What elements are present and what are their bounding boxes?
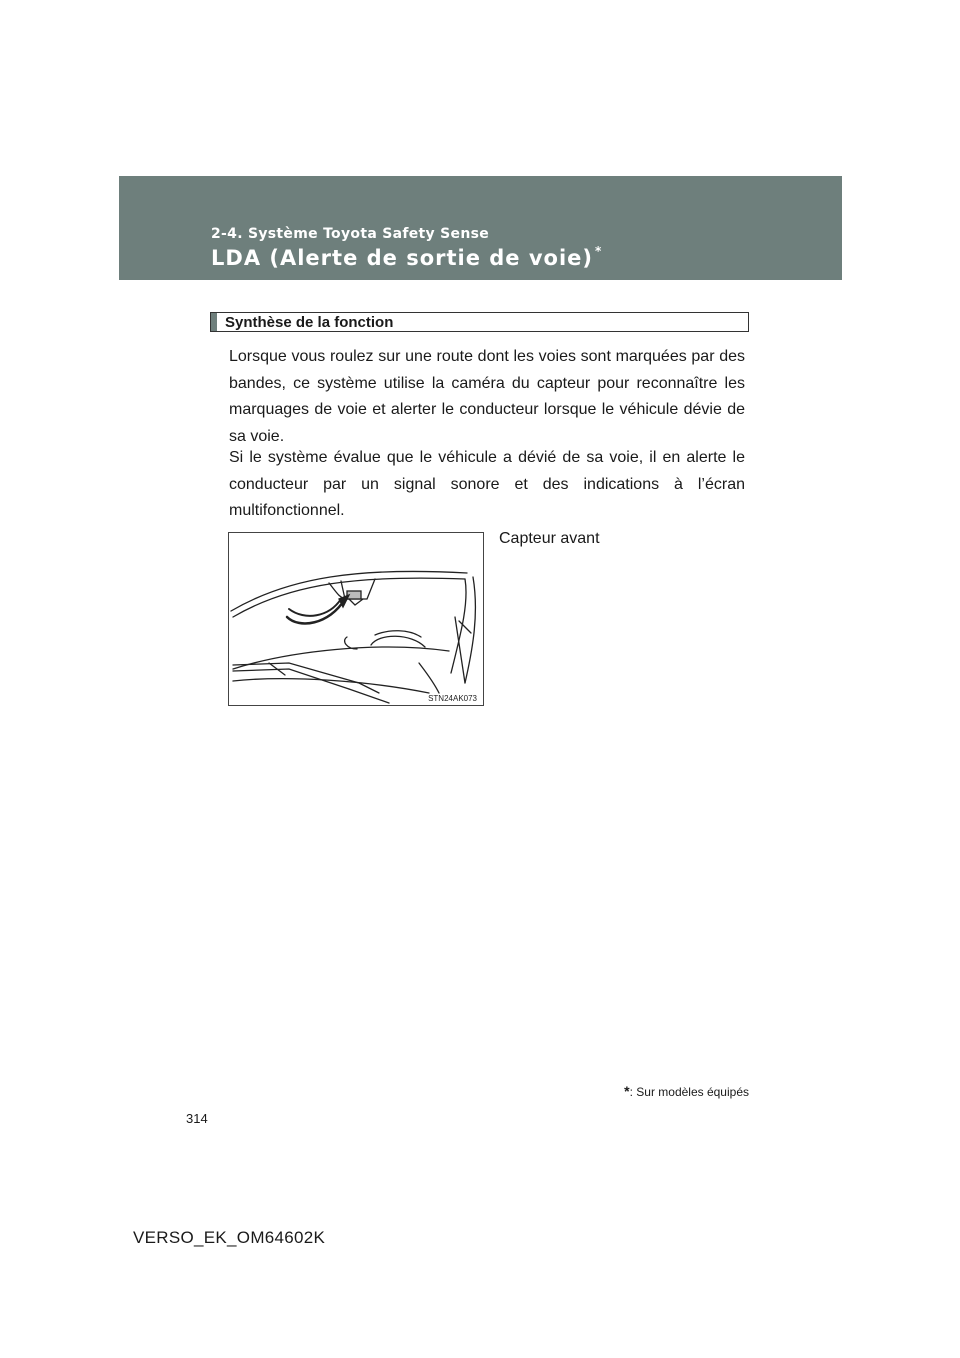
- paragraph-1: Lorsque vous roulez sur une route dont les voies sont marquées par des bandes, ce système utilise la caméra du capteur pour reconnaître les marquages de voie et alerter le conducteur lorsque le véhicule dévie de sa voie.: [229, 348, 745, 445]
- paragraph-2: Si le système évalue que le véhicule a dévié de sa voie, il en alerte le conducteur par un signal sonore et des indications à l’écran multifonctionnel.: [229, 449, 745, 519]
- footnote-mark: *: [624, 1083, 630, 1099]
- footnote-text: : Sur modèles équipés: [629, 1085, 749, 1099]
- page-title-text: LDA (Alerte de sortie de voie): [211, 246, 594, 270]
- windshield-drawing: [229, 533, 483, 705]
- page-title: [211, 246, 602, 270]
- title-asterisk: *: [595, 244, 603, 258]
- figure-callout: Capteur avant: [499, 530, 600, 547]
- subheading-box: [210, 312, 749, 332]
- page-number: 314: [186, 1111, 208, 1126]
- subheading: Synthèse de la fonction: [225, 314, 394, 331]
- document-code: VERSO_EK_OM64602K: [133, 1228, 326, 1247]
- footnote: [624, 1083, 749, 1099]
- subheading-bar: [211, 313, 217, 331]
- windshield-illustration: [228, 532, 484, 706]
- figure-code: STN24AK073: [428, 694, 477, 703]
- section-label: 2-4. Système Toyota Safety Sense: [211, 226, 490, 242]
